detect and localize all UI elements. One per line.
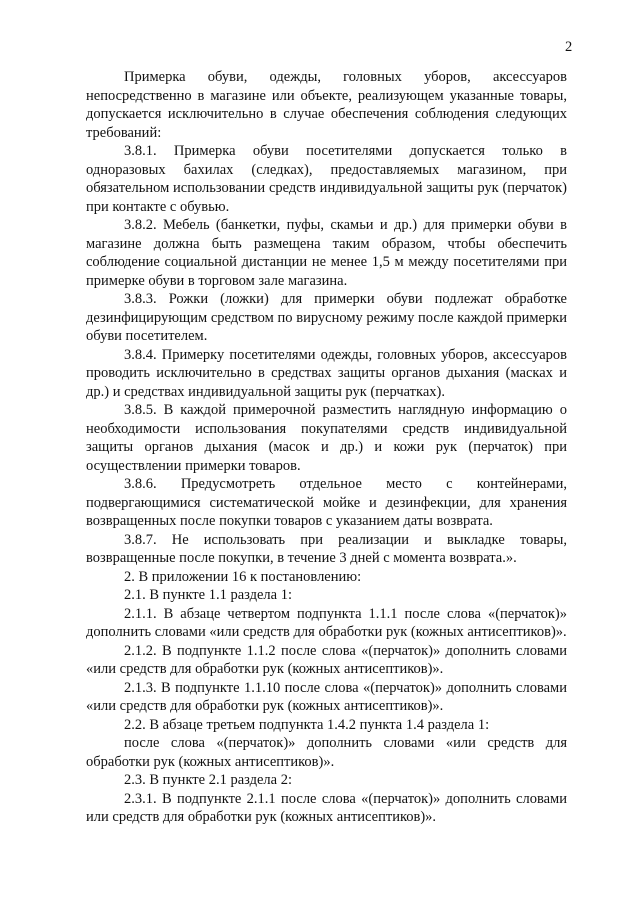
paragraph-2-1: 2.1. В пункте 1.1 раздела 1: xyxy=(124,587,292,603)
paragraph-2-3-1: 2.3.1. В подпункте 2.1.1 после слова «(перчаток)» дополнить словами или средств для обработки рук (кожных антисептиков)». xyxy=(86,790,567,825)
paragraph-2: 2. В приложении 16 к постановлению: xyxy=(124,568,362,585)
paragraph-2-1-1: 2.1.1. В абзаце четвертом подпункта 1.1.1 после слова «(перчаток)» дополнить словами «или средств для обработки рук (кожных антисептиков)». xyxy=(86,605,567,640)
paragraph-3-8-3: 3.8.3. Рожки (ложки) для примерки обуви подлежат обработке дезинфицирующим средством по вирусному режиму после каждой примерки обуви посетителем. xyxy=(86,291,567,344)
document-body xyxy=(86,68,567,827)
paragraph-2-2: 2.2. В абзаце третьем подпункта 1.4.2 пункта 1.4 раздела 1: xyxy=(124,716,490,733)
paragraph-2-1-2: 2.1.2. В подпункте 1.1.2 после слова «(перчаток)» дополнить словами «или средств для обработки рук (кожных антисептиков)». xyxy=(86,642,567,677)
paragraph-3-8-4: 3.8.4. Примерку посетителями одежды, головных уборов, аксессуаров проводить исключительно в средствах защиты органов дыхания (масках и др.) и средствах индивидуальной защиты рук (перчатках). xyxy=(86,346,567,400)
paragraph-3-8-2: 3.8.2. Мебель (банкетки, пуфы, скамьи и др.) для примерки обуви в магазине должна быть размещена таким образом, чтобы обеспечить соблюдение социальной дистанции не менее 1,5 м между посетителями при примерке обуви в торговом зале магазина. xyxy=(86,217,567,289)
paragraph-2-2-text: после слова «(перчаток)» дополнить словами «или средств для обработки рук (кожных антисептиков)». xyxy=(86,735,567,770)
paragraph-3-8-7: 3.8.7. Не использовать при реализации и выкладке товары, возвращенные после покупки, в течение 3 дней с момента возврата.». xyxy=(86,531,567,566)
paragraph-2-3: 2.3. В пункте 2.1 раздела 2: xyxy=(124,772,292,788)
paragraph-3-8-1: 3.8.1. Примерка обуви посетителями допускается только в одноразовых бахилах (следках), предоставляемых магазином, при обязательном использовании средств индивидуальной защиты рук (перчаток) при контакте с обувью. xyxy=(86,143,567,215)
paragraph-3-8-6: 3.8.6. Предусмотреть отдельное место с контейнерами, подвергающимися систематической мойке и дезинфекции, для хранения возвращенных после покупки товаров с указанием даты возврата. xyxy=(86,476,567,529)
paragraph-2-1-3: 2.1.3. В подпункте 1.1.10 после слова «(перчаток)» дополнить словами «или средств для обработки рук (кожных антисептиков)». xyxy=(86,679,567,714)
paragraph-3-8-5: 3.8.5. В каждой примерочной разместить наглядную информацию о необходимости использования покупателями средств индивидуальной защиты органов дыхания (масок и др.) и кожи рук (перчаток) при осуществлении примерки товаров. xyxy=(86,402,567,474)
page-number: 2 xyxy=(565,39,573,55)
paragraph-intro: Примерка обуви, одежды, головных уборов, аксессуаров непосредственно в магазине или объекте, реализующем указанные товары, допускается исключительно в случае обеспечения соблюдения следующих требований: xyxy=(86,69,567,141)
